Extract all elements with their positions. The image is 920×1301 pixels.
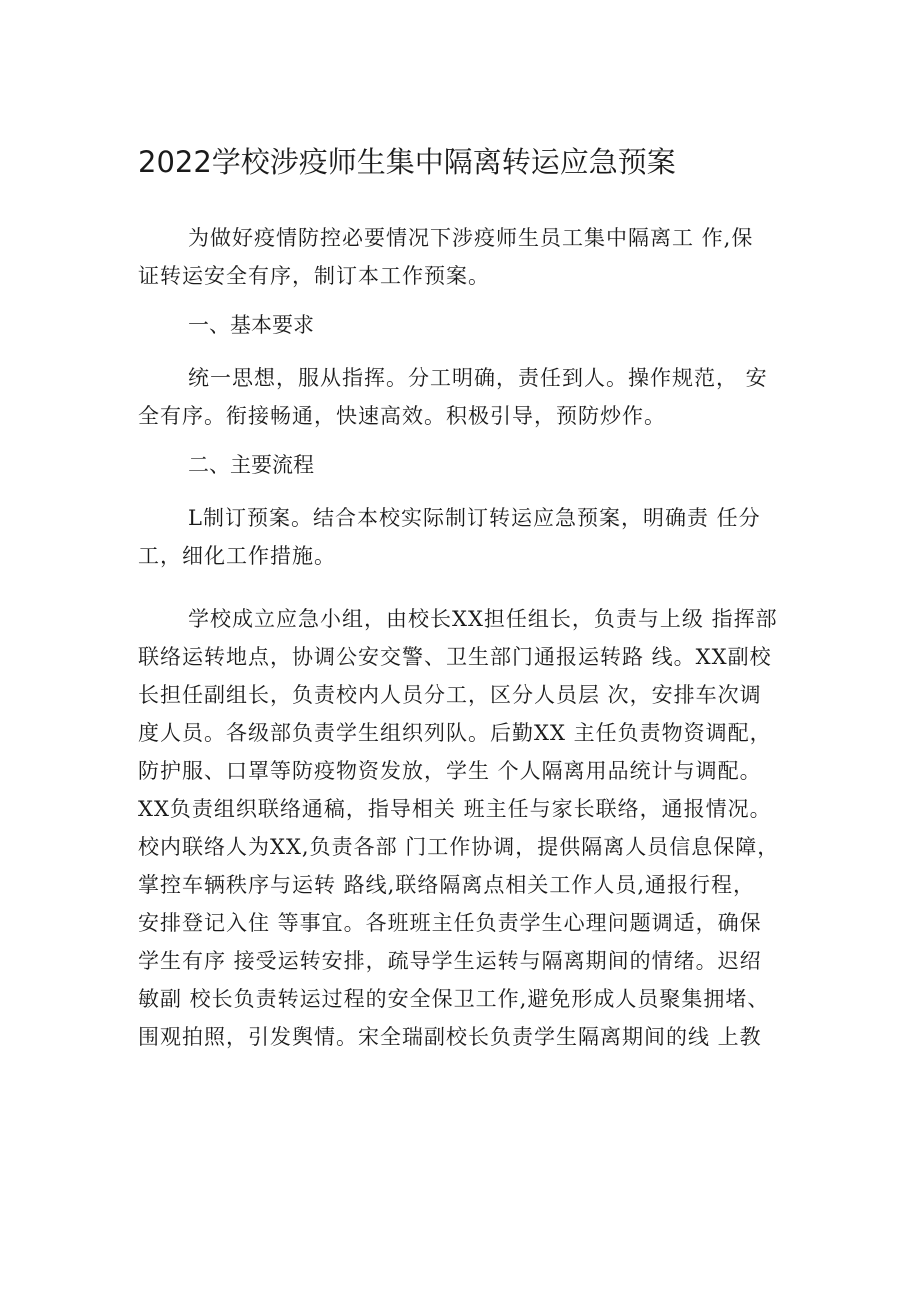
paragraph-basic-requirements — [138, 359, 798, 435]
paragraph-intro — [138, 219, 798, 295]
text-line: 学生有序 接受运转安排，疏导学生运转与隔离期间的情绪。迟绍 — [138, 949, 762, 973]
section-heading-main-process: 二、主要流程 — [188, 453, 314, 477]
text-line: 工，细化工作措施。 — [138, 544, 336, 568]
text-line: 围观拍照，引发舆情。宋全瑞副校长负责学生隔离期间的线 上教 — [138, 1025, 762, 1049]
text-line: 安排登记入住 等事宜。各班班主任负责学生心理问题调适，确保 — [138, 911, 762, 935]
text-line: 防护服、口罩等防疫物资发放，学生 个人隔离用品统计与调配。 — [138, 759, 762, 783]
text-line: 联络运转地点，协调公安交警、卫生部门通报运转路 线。XX副校 — [138, 645, 772, 669]
document-body — [138, 219, 798, 1056]
text-line: 校内联络人为XX,负责各部 门工作协调，提供隔离人员信息保障， — [138, 835, 780, 859]
text-line: XX负责组织联络通稿，指导相关 班主任与家长联络，通报情况。 — [138, 797, 772, 821]
document-title: 2022学校涉疫师生集中隔离转运应急预案 — [138, 145, 676, 179]
text-line: 为做好疫情防控必要情况下涉疫师生员工集中隔离工 作,保 — [188, 226, 754, 250]
text-line: L制订预案。结合本校实际制订转运应急预案，明确责 任分 — [188, 506, 761, 530]
text-line: 学校成立应急小组，由校长XX担任组长，负责与上级 指挥部 — [188, 607, 778, 631]
text-line: 证转运安全有序，制订本工作预案。 — [138, 264, 490, 288]
paragraph-plan — [138, 499, 798, 575]
text-line: 全有序。衔接畅通，快速高效。积极引导，预防炒作。 — [138, 404, 666, 428]
text-line: 统一思想，服从指挥。分工明确，责任到人。操作规范， 安 — [188, 366, 768, 390]
text-line: 敏副 校长负责转运过程的安全保卫工作,避免形成人员聚集拥堵、 — [138, 987, 770, 1011]
text-line: 度人员。各级部负责学生组织列队。后勤XX 主任负责物资调配， — [138, 721, 772, 745]
section-heading-basic-requirements: 一、基本要求 — [188, 313, 314, 337]
paragraph-emergency-team — [138, 600, 798, 1056]
text-line: 长担任副组长，负责校内人员分工，区分人员层 次，安排车次调 — [138, 683, 762, 707]
text-line: 掌控车辆秩序与运转 路线,联络隔离点相关工作人员,通报行程， — [138, 873, 756, 897]
